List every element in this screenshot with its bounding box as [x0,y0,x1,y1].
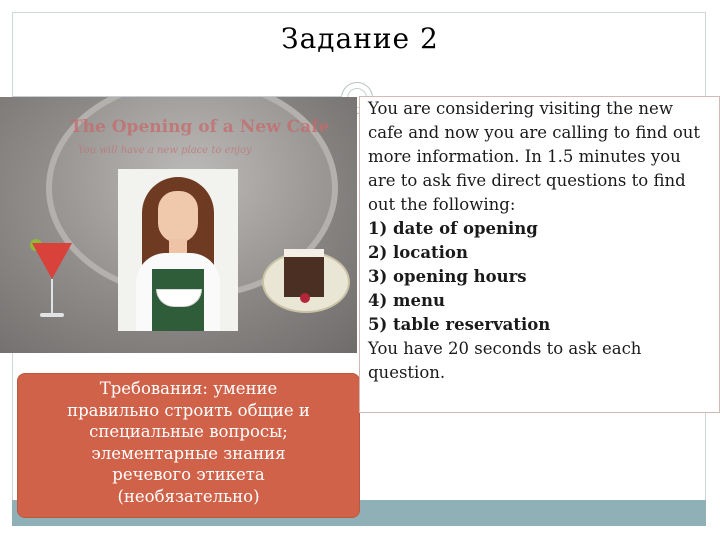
task-item: 3) opening hours [368,267,527,286]
task-item: 2) location [368,243,468,262]
cafe-illustration [0,97,357,353]
task-item: 1) date of opening [368,219,538,238]
requirements-line: (необязательно) [117,486,260,506]
task-intro-line: more information. In 1.5 minutes you [368,147,681,166]
berry-icon [300,293,310,303]
waitress-portrait [118,169,238,331]
cocktail-icon [28,239,72,329]
task-intro-line: out the following: [368,195,516,214]
task-intro-line: You are considering visiting the new [368,99,673,118]
task-intro-line: are to ask five direct questions to find [368,171,686,190]
poster-subtitle: You will have a new place to enjoy [78,145,252,156]
requirements-line: правильно строить общие и [67,400,310,420]
requirements-line: Требования: умение [99,379,278,398]
task-outro-line: question. [368,363,446,382]
requirements-line: специальные вопросы; [89,422,288,441]
requirements-box [17,373,360,518]
requirements-line: элементарные знания [91,443,286,463]
task-intro-line: cafe and now you are calling to find out [368,123,701,142]
requirements-line: речевого этикета [112,465,265,484]
slide-title: Задание 2 [281,22,439,55]
task-text-box [359,96,720,413]
task-item: 4) menu [368,291,445,310]
task-outro-line: You have 20 seconds to ask each [368,339,642,358]
cake-icon [284,249,324,297]
poster-title: The Opening of a New Cafe [70,117,330,137]
task-item: 5) table reservation [368,315,551,334]
